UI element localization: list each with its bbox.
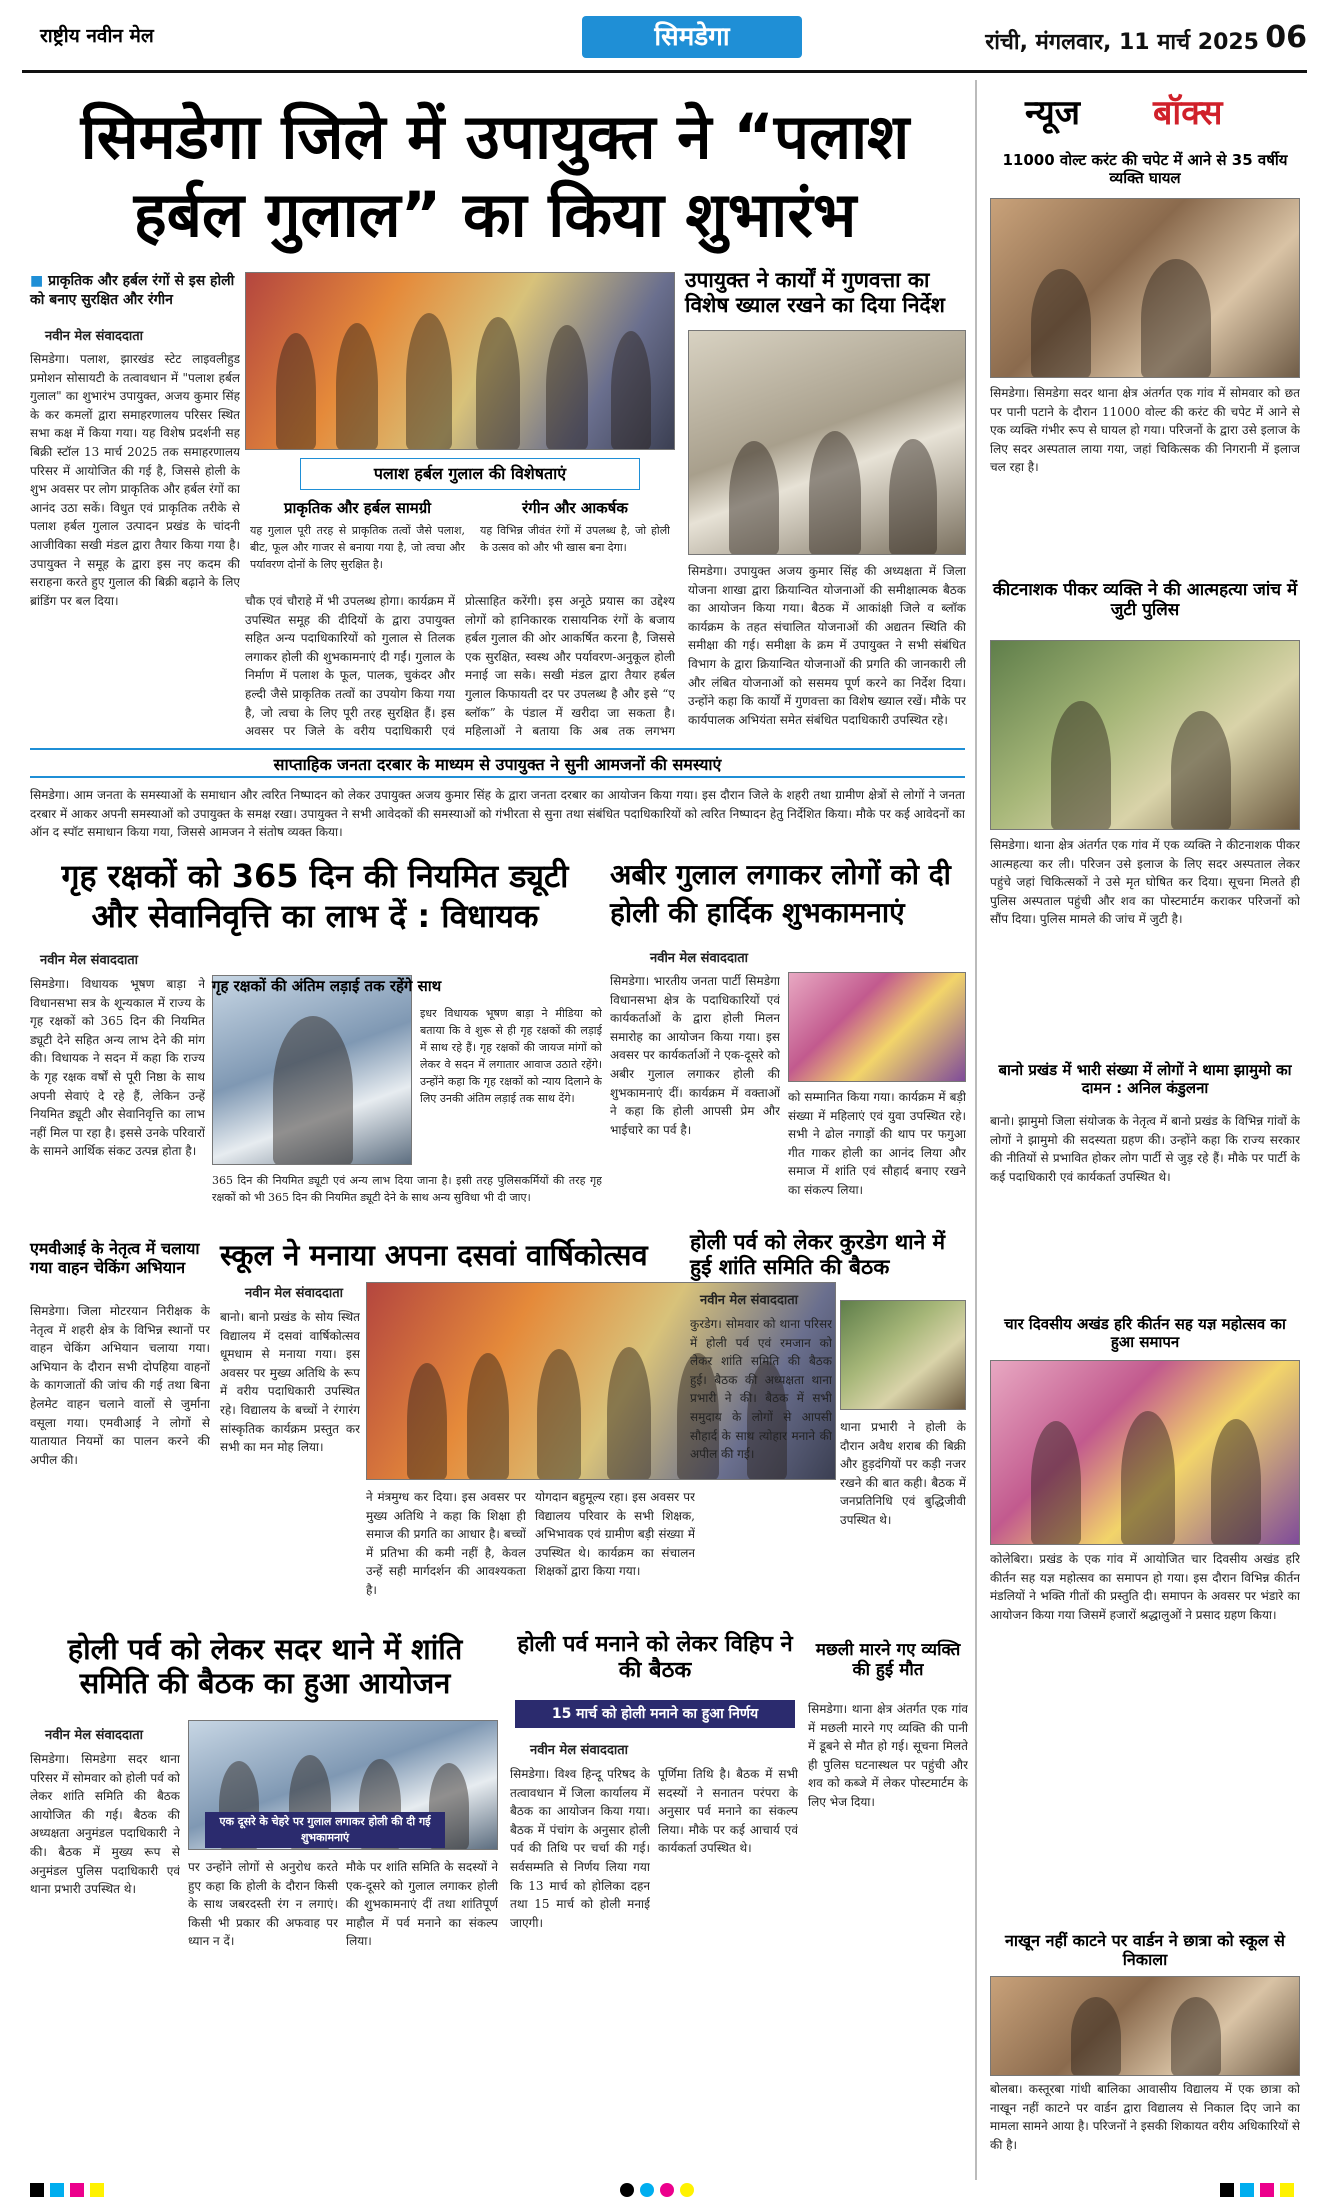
sadar-body-col2: पर उन्होंने लोगों से अनुरोध करते हुए कहा कि होली के दौरान किसी के साथ जबरदस्ती रंग न लगाएं। किसी भी प्रकार की अफवाह पर ध्यान न दें। bbox=[188, 1860, 338, 1949]
lead-body-col3: प्रोत्साहित करेंगी। इस अनूठे प्रयास का उद्देश्य लोगों को हानिकारक रासायनिक रंगों के बजाय हर्बल गुलाल की ओर आकर्षित करना है, जिससे एक सुरक्षित, स्वस्थ और पर्यावरण-अनुकूल होली मनाई जा सके। सखी मंडल द्वारा तैयार हर्बल गुलाल किफायती दर पर उपलब्ध है और इसे “ए ब्लॉक” के पंडाल में खरीदा जा सकता है। महिलाओं ने बताया कि अब तक लगभग bbox=[465, 594, 675, 739]
feature-1-heading: प्राकृतिक और हर्बल सामग्री bbox=[283, 499, 432, 517]
feature-2-text: यह विभिन्न जीवंत रंगों में उपलब्ध है, जो होली के उत्सव को और भी खास बना देगा। bbox=[480, 524, 670, 555]
lead-headline-line1: सिमडेगा जिले में उपायुक्त ने “पलाश bbox=[80, 100, 910, 173]
newspaper-logo: राष्ट्रीय नवीन मेल bbox=[40, 25, 154, 47]
lead-headline-line2: हर्बल गुलाल” का किया शुभारंभ bbox=[133, 178, 857, 251]
newsbox-item4-headline: चार दिवसीय अखंड हरि कीर्तन सह यज्ञ महोत्सव का हुआ समापन bbox=[1004, 1315, 1286, 1351]
review-body: सिमडेगा। उपायुक्त अजय कुमार सिंह की अध्यक्षता में जिला योजना शाखा द्वारा क्रियान्वित योजनाओं की समीक्षात्मक बैठक का आयोजन किया गया। बैठक में आकांक्षी जिले व ब्लॉक कार्यक्रम के तहत संचालित योजनाओं की अद्यतन स्थिति की समीक्षा की गई। समीक्षा के क्रम में उपायुक्त ने सभी संबंधित विभाग के द्वारा क्रियान्वित योजनाओं की प्रगति की जानकारी ली और लंबित योजनाओं को ससमय पूर्ण करने का निर्देश दिया। उन्होंने कहा कि कार्यों में गुणवत्ता का विशेष ख्याल रखें। मौके पर कार्यपालक अभियंता समेत संबंधित पदाधिकारी उपस्थित रहे। bbox=[688, 564, 966, 727]
page-number: 06 bbox=[1265, 20, 1307, 55]
sadar-body-col3: मौके पर शांति समिति के सदस्यों ने एक-दूसरे को गुलाल लगाकर होली की शुभकामनाएं दीं तथा शांतिपूर्ण माहौल में पर्व मनाने का संकल्प लिया। bbox=[346, 1860, 498, 1949]
news-box-header bbox=[985, 88, 1300, 148]
lead-byline: नवीन मेल संवाददाता bbox=[45, 329, 143, 344]
sadar-photo-caption: एक दूसरे के चेहरे पर गुलाल लगाकर होली की दी गई शुभकामनाएं bbox=[205, 1812, 445, 1848]
kurdeg-byline: नवीन मेल संवाददाता bbox=[700, 1293, 798, 1308]
lead-photo bbox=[245, 272, 675, 450]
column-divider bbox=[975, 80, 977, 2180]
lead-body-col2: चौक एवं चौराहे में भी उपलब्ध होगा। कार्यक्रम में उपस्थित समूह की दीदियों के द्वारा उपायुक्त सहित अन्य पदाधिकारियों को गुलाल से तिलक लगाकर होली की शुभकामनाएं दी गईं। गुलाल के निर्माण में पलाश के फूल, पालक, चुकंदर और हल्दी जैसे प्राकृतिक तत्वों का उपयोग किया गया है, जो त्वचा के लिए पूरी तरह सुरक्षित हैं। इस अवसर पर जिले के वरीय पदाधिकारी एवं bbox=[245, 594, 455, 739]
sadar-body-col1: सिमडेगा। सिमडेगा सदर थाना परिसर में सोमवार को होली पर्व को लेकर शांति समिति की बैठक आयोजित की गई। बैठक की अध्यक्षता अनुमंडल पदाधिकारी ने की। बैठक में मुख्य रूप से अनुमंडल पुलिस पदाधिकारी एवं थाना प्रभारी उपस्थित थे। bbox=[30, 1752, 180, 1897]
abir-headline-line2: होली की हार्दिक शुभकामनाएं bbox=[610, 896, 905, 929]
feature-1-text: यह गुलाल पूरी तरह से प्राकृतिक तत्वों जैसे पलाश, बीट, फूल और गाजर से बनाया गया है, जो त्वचा और पर्यावरण दोनों के लिए सुरक्षित है। bbox=[250, 524, 465, 572]
newsbox-item1-photo bbox=[990, 198, 1300, 378]
dateline: रांची, मंगलवार, 11 मार्च 2025 bbox=[985, 30, 1259, 55]
newsbox-item3-body: बानो। झामुमो जिला संयोजक के नेतृत्व में बानो प्रखंड के विभिन्न गांवों के लोगों ने झामुमो की सदस्यता ग्रहण की। उन्होंने कहा कि राज्य सरकार की नीतियों से प्रभावित होकर लोग पार्टी से जुड़ रहे हैं। मौके पर पार्टी के कई पदाधिकारी एवं कार्यकर्ता उपस्थित थे। bbox=[990, 1114, 1300, 1184]
masthead-rule bbox=[22, 70, 1307, 73]
guards-byline: नवीन मेल संवाददाता bbox=[40, 953, 138, 968]
kurdeg-body-col2: थाना प्रभारी ने होली के दौरान अवैध शराब की बिक्री और हुड़दंगियों पर कड़ी नजर रखने की बात कही। बैठक में जनप्रतिनिधि एवं बुद्धिजीवी उपस्थित थे। bbox=[840, 1420, 966, 1527]
section-tab: सिमडेगा bbox=[582, 16, 802, 58]
school-byline: नवीन मेल संवाददाता bbox=[245, 1286, 343, 1301]
feature-box-title: पलाश हर्बल गुलाल की विशेषताएं bbox=[300, 458, 640, 490]
guards-photo bbox=[212, 975, 412, 1165]
guards-caption-text: 365 दिन की नियमित ड्यूटी एवं अन्य लाभ दिया जाना है। इसी तरह पुलिसकर्मियों की तरह गृह रक्षकों को भी 365 दिन की नियमित ड्यूटी देने के साथ अन्य सुविधा भी दी जाए। bbox=[212, 1174, 602, 1205]
abir-body-col2: को सम्मानित किया गया। कार्यक्रम में बड़ी संख्या में महिलाएं एवं युवा उपस्थित रहे। सभी ने ढोल नगाड़ों की थाप पर फगुआ गीत गाकर होली का आनंद लिया और समाज में शांति एवं सौहार्द बनाए रखने का संकल्प लिया। bbox=[788, 1090, 966, 1197]
vhp-byline: नवीन मेल संवाददाता bbox=[530, 1743, 628, 1758]
news-box-title-a: न्यूज bbox=[1025, 93, 1080, 133]
sadar-byline: नवीन मेल संवाददाता bbox=[45, 1728, 143, 1743]
mvi-body: सिमडेगा। जिला मोटरयान निरीक्षक के नेतृत्व में शहरी क्षेत्र के विभिन्न स्थानों पर वाहन चेकिंग अभियान चलाया गया। अभियान के दौरान सभी दोपहिया वाहनों के कागजातों की जांच की गई तथा बिना हेलमेट वाहन चलाने वालों से जुर्माना वसूला गया। एमवीआई ने लोगों से यातायात नियमों का पालन करने की अपील की। bbox=[30, 1304, 210, 1467]
sadar-headline: होली पर्व को लेकर सदर थाने में शांति समिति की बैठक का हुआ आयोजन bbox=[67, 1632, 463, 1701]
newsbox-item5-body: बोलबा। कस्तूरबा गांधी बालिका आवासीय विद्यालय में एक छात्रा को नाखून नहीं काटने पर वार्डन द्वारा विद्यालय से निकाल दिए जाने का मामला सामने आया है। परिजनों ने इसकी शिकायत वरीय अधिकारियों से की है। bbox=[990, 2082, 1300, 2152]
kurdeg-photo bbox=[840, 1300, 966, 1410]
guards-headline-line2: और सेवानिवृत्ति का लाभ दें : विधायक bbox=[91, 897, 539, 935]
death-body: सिमडेगा। थाना क्षेत्र अंतर्गत एक गांव में मछली मारने गए व्यक्ति की पानी में डूबने से मौत हो गई। सूचना मिलते ही पुलिस घटनास्थल पर पहुंची और शव को कब्जे में लेकर पोस्टमार्टम के लिए भेज दिया। bbox=[808, 1702, 968, 1809]
guards-body-col2: इधर विधायक भूषण बाड़ा ने मीडिया को बताया कि वे शुरू से ही गृह रक्षकों की लड़ाई में साथ रहे हैं। गृह रक्षकों की जायज मांगों को लेकर वे सदन में लगातार आवाज उठाते रहेंगे। उन्होंने कहा कि गृह रक्षकों को न्याय दिलाने के लिए उनकी अंतिम लड़ाई तक साथ देंगे। bbox=[420, 1007, 602, 1106]
review-photo bbox=[688, 330, 966, 555]
bullet-icon: ■ bbox=[30, 273, 49, 289]
newsbox-item3-headline: बानो प्रखंड में भारी संख्या में लोगों ने थामा झामुमो का दामन : अनिल कंडुलना bbox=[998, 1061, 1292, 1097]
newsbox-item5-photo bbox=[990, 1976, 1300, 2076]
abir-byline: नवीन मेल संवाददाता bbox=[650, 951, 748, 966]
school-body-col3: योगदान बहुमूल्य रहा। इस अवसर पर विद्यालय परिवार के सभी शिक्षक, अभिभावक एवं ग्रामीण बड़ी संख्या में उपस्थित थे। कार्यक्रम का संचालन शिक्षकों द्वारा किया गया। bbox=[535, 1490, 695, 1579]
newsbox-item5-headline: नाखून नहीं काटने पर वार्डन ने छात्रा को स्कूल से निकाला bbox=[1005, 1931, 1285, 1969]
school-body-col1: बानो। बानो प्रखंड के सोय स्थित विद्यालय में दसवां वार्षिकोत्सव धूमधाम से मनाया गया। इस अवसर पर मुख्य अतिथि के रूप में वरीय पदाधिकारी उपस्थित रहे। विद्यालय के बच्चों ने रंगारंग सांस्कृतिक कार्यक्रम प्रस्तुत कर सभी का मन मोह लिया। bbox=[220, 1310, 360, 1455]
guards-body-col1: सिमडेगा। विधायक भूषण बाड़ा ने विधानसभा सत्र के शून्यकाल में राज्य के गृह रक्षकों को 365 दिन की नियमित ड्यूटी देने सहित अन्य लाभ देने की मांग की। विधायक ने सदन में कहा कि राज्य के गृह रक्षक वर्षों से पूरी निष्ठा के साथ अपनी सेवाएं दे रहे हैं, लेकिन उन्हें नियमित ड्यूटी और सेवानिवृत्ति का लाभ नहीं मिल पा रहा है। इससे उनके परिवारों के सामने आर्थिक संकट उत्पन्न होता है। bbox=[30, 977, 205, 1159]
masthead bbox=[22, 14, 1307, 70]
mvi-headline: एमवीआई के नेतृत्व में चलाया गया वाहन चेकिंग अभियान bbox=[30, 1239, 200, 1277]
abir-photo bbox=[788, 972, 966, 1082]
newsbox-item4-photo bbox=[990, 1360, 1300, 1545]
lead-body-col1: सिमडेगा। पलाश, झारखंड स्टेट लाइवलीहुड प्रमोशन सोसायटी के तत्वावधान में "पलाश हर्बल गुलाल" का शुभारंभ उपायुक्त, अजय कुमार सिंह के कर कमलों द्वारा समाहरणालय परिसर स्थित सभा कक्ष में किया गया। यह विशेष प्रदर्शनी सह बिक्री स्टॉल 13 मार्च 2025 तक समाहरणालय परिसर में आयोजित की गई है, जिससे होली के शुभ अवसर पर लोग प्राकृतिक और हर्बल रंगों का आनंद उठा सकें। विधुत एवं प्राकृतिक तरीके से पलाश हर्बल गुलाल उत्पादन प्रखंड के चांदनी आजीविका सखी मंडल द्वारा तैयार किया गया है। उपायुक्त ने समूह के द्वारा इस नए कदम की सराहना करते हुए गुलाल की बिक्री बढ़ाने के लिए ब्रांडिंग पर बल दिया। bbox=[30, 352, 240, 608]
kurdeg-body-col1: कुरडेग। सोमवार को थाना परिसर में होली पर्व एवं रमजान को लेकर शांति समिति की बैठक हुई। बैठक की अध्यक्षता थाना प्रभारी ने की। बैठक में सभी समुदाय के लोगों से आपसी सौहार्द के साथ त्योहार मनाने की अपील की गई। bbox=[690, 1317, 832, 1462]
newsbox-item2-photo bbox=[990, 640, 1300, 830]
newsbox-item1-headline: 11000 वोल्ट करंट की चपेट में आने से 35 वर्षीय व्यक्ति घायल bbox=[1002, 151, 1288, 187]
print-registration-marks bbox=[0, 2177, 1325, 2205]
review-headline: उपायुक्त ने कार्यों में गुणवत्ता का विशेष ख्याल रखने का दिया निर्देश bbox=[685, 268, 945, 317]
school-body-col2: ने मंत्रमुग्ध कर दिया। इस अवसर पर मुख्य अतिथि ने कहा कि शिक्षा ही समाज की प्रगति का आधार है। बच्चों में प्रतिभा की कमी नहीं है, केवल उन्हें सही मार्गदर्शन की आवश्यकता है। bbox=[366, 1490, 526, 1597]
abir-body-col1: सिमडेगा। भारतीय जनता पार्टी सिमडेगा विधानसभा क्षेत्र के पदाधिकारियों एवं कार्यकर्ताओं के द्वारा होली मिलन समारोह का आयोजन किया गया। इस अवसर पर कार्यकर्ताओं ने एक-दूसरे को अबीर गुलाल लगाकर होली की शुभकामनाएं दीं। कार्यक्रम में वक्ताओं ने कहा कि होली आपसी प्रेम और भाईचारे का पर्व है। bbox=[610, 974, 780, 1137]
newsbox-item1-body: सिमडेगा। सिमडेगा सदर थाना क्षेत्र अंतर्गत एक गांव में सोमवार को छत पर पानी पटाने के दौरान 11000 वोल्ट की करंट की चपेट में आने से एक व्यक्ति गंभीर रूप से घायल हो गया। परिजनों के द्वारा उसे इलाज के लिए सदर अस्पताल लाया गया, जहां चिकित्सक की निगरानी में इलाज चल रहा है। bbox=[990, 386, 1300, 475]
guards-photo-caption: गृह रक्षकों की अंतिम लड़ाई तक रहेंगे साथ bbox=[212, 977, 442, 995]
kurdeg-headline: होली पर्व को लेकर कुरडेग थाने में हुई शांति समिति की बैठक bbox=[690, 1230, 946, 1279]
newsbox-item2-headline: कीटनाशक पीकर व्यक्ति ने की आत्महत्या जांच में जुटी पुलिस bbox=[992, 580, 1298, 621]
vhp-body-col2: पूर्णिमा तिथि है। बैठक में सभी सदस्यों ने सनातन परंपरा के अनुसार पर्व मनाने का संकल्प लिया। मौके पर कई आचार्य एवं कार्यकर्ता उपस्थित थे। bbox=[658, 1767, 798, 1856]
darbar-headline: साप्ताहिक जनता दरबार के माध्यम से उपायुक्त ने सुनी आमजनों की समस्याएं bbox=[30, 748, 965, 778]
vhp-body-col1: सिमडेगा। विश्व हिन्दू परिषद के तत्वावधान में जिला कार्यालय में बैठक का आयोजन किया गया। बैठक में पंचांग के अनुसार होली पर्व की तिथि पर चर्चा की गई। सर्वसम्मति से निर्णय लिया गया कि 13 मार्च को होलिका दहन तथा 15 मार्च को होली मनाई जाएगी। bbox=[510, 1767, 650, 1930]
feature-2-heading: रंगीन और आकर्षक bbox=[522, 499, 628, 517]
guards-headline-line1: गृह रक्षकों को 365 दिन की नियमित ड्यूटी bbox=[61, 857, 569, 895]
newsbox-item2-body: सिमडेगा। थाना क्षेत्र अंतर्गत एक गांव में एक व्यक्ति ने कीटनाशक पीकर आत्महत्या कर ली। परिजन उसे इलाज के लिए सदर अस्पताल लेकर पहुंचे जहां चिकित्सकों ने उसे मृत घोषित कर दिया। सूचना मिलते ही पुलिस अस्पताल पहुंची और शव का पोस्टमार्टम कराकर परिजनों को सौंप दिया। पुलिस मामले की जांच में जुटी है। bbox=[990, 838, 1300, 927]
vhp-headline: होली पर्व मनाने को लेकर विहिप ने की बैठक bbox=[517, 1632, 793, 1683]
abir-headline-line1: अबीर गुलाल लगाकर लोगों को दी bbox=[610, 858, 951, 891]
vhp-strip: 15 मार्च को होली मनाने का हुआ निर्णय bbox=[515, 1700, 795, 1728]
lead-subheadline: ■ प्राकृतिक और हर्बल रंगों से इस होली को बनाए सुरक्षित और रंगीन bbox=[30, 273, 235, 308]
school-headline: स्कूल ने मनाया अपना दसवां वार्षिकोत्सव bbox=[220, 1238, 648, 1272]
news-box-title-b: बॉक्स bbox=[1153, 93, 1223, 133]
newsbox-item4-body: कोलेबिरा। प्रखंड के एक गांव में आयोजित चार दिवसीय अखंड हरि कीर्तन सह यज्ञ महोत्सव का समापन हो गया। इस दौरान विभिन्न कीर्तन मंडलियों ने भक्ति गीतों की प्रस्तुति दी। समापन के अवसर पर भंडारे का आयोजन किया गया जिसमें हजारों श्रद्धालुओं ने प्रसाद ग्रहण किया। bbox=[990, 1552, 1300, 1622]
death-headline: मछली मारने गए व्यक्ति की हुई मौत bbox=[815, 1640, 961, 1681]
darbar-body: सिमडेगा। आम जनता के समस्याओं के समाधान और त्वरित निष्पादन को लेकर उपायुक्त अजय कुमार सिंह के द्वारा जनता दरबार का आयोजन किया गया। इस दौरान जिले के शहरी तथा ग्रामीण क्षेत्रों से लोगों ने जनता दरबार में आकर अपनी समस्याओं को उपायुक्त के समक्ष रखा। उपायुक्त ने सभी आवेदकों की समस्याओं को गंभीरता से सुना तथा संबंधित पदाधिकारियों को त्वरित निष्पादन हेतु निर्देशित किया। मौके पर कई आवेदनों का ऑन द स्पॉट समाधान किया गया, जिससे आमजन ने संतोष व्यक्त किया। bbox=[30, 788, 965, 840]
